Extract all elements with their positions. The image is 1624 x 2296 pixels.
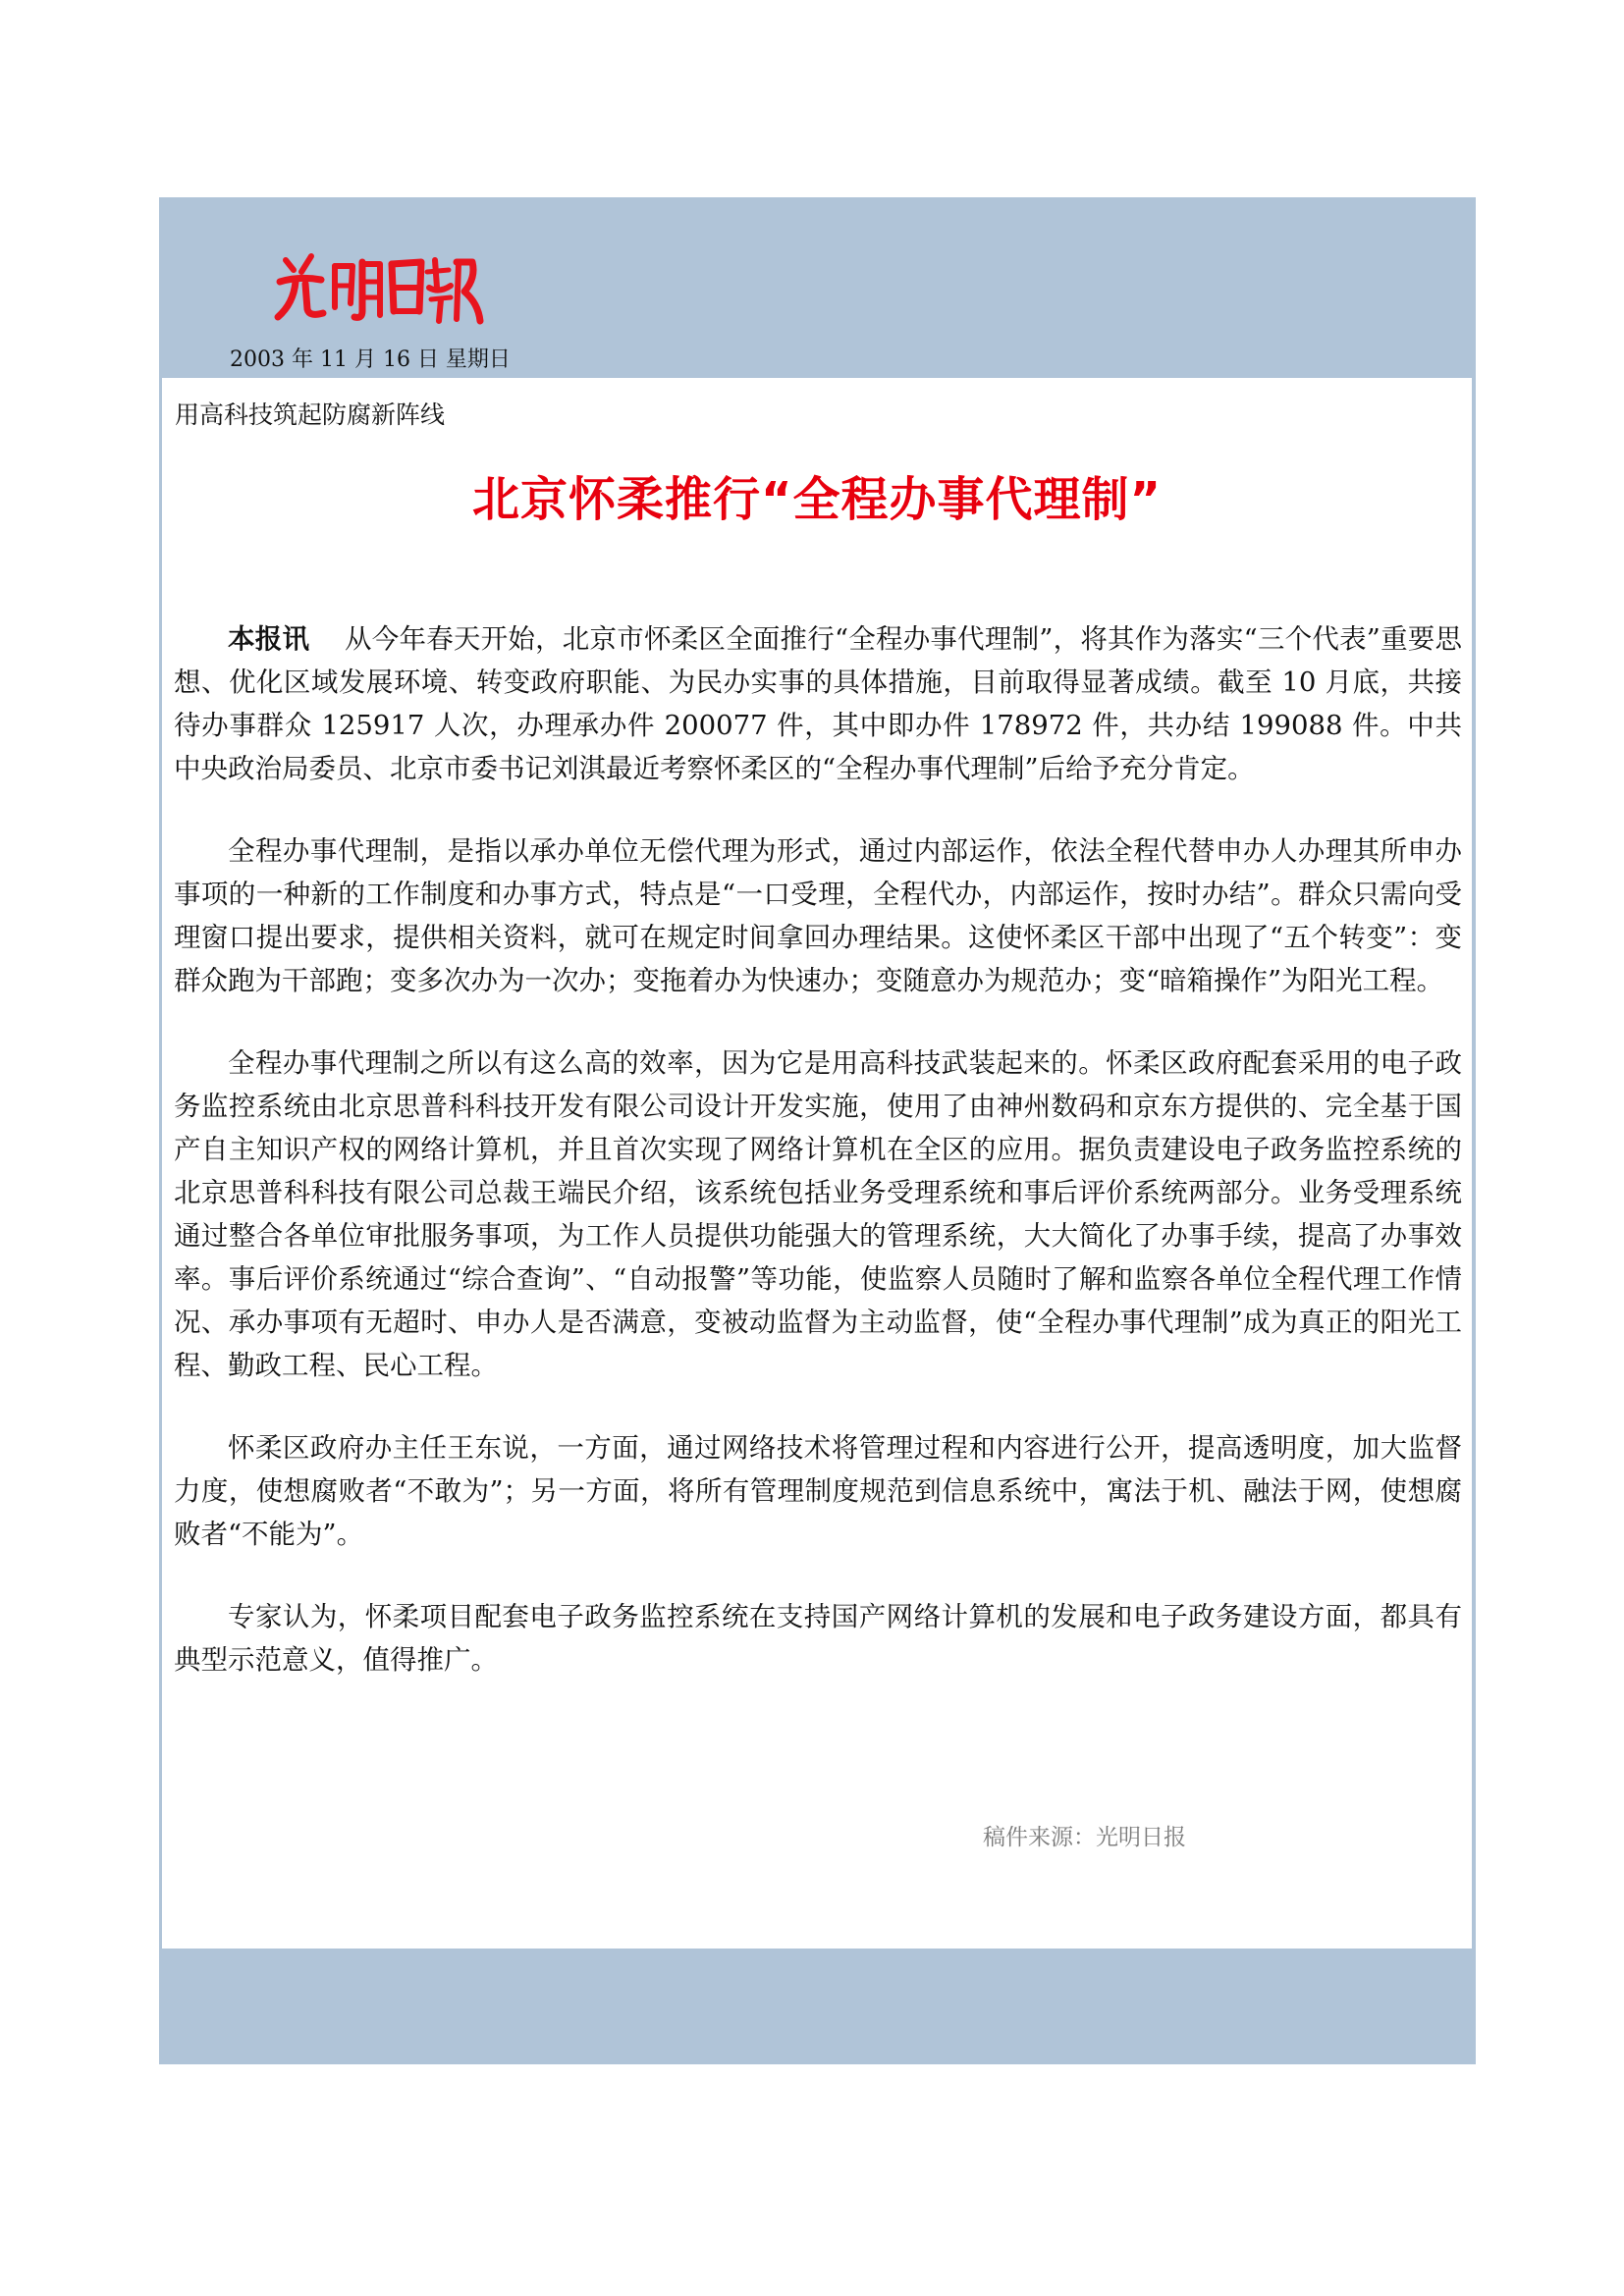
- article-kicker: 用高科技筑起防腐新阵线: [175, 400, 446, 429]
- article-source: 稿件来源：光明日报: [983, 1825, 1186, 1850]
- article-panel: [162, 378, 1472, 1949]
- masthead: [159, 197, 1476, 378]
- lead-paragraph: [174, 617, 1462, 790]
- newspaper-logo: [272, 248, 485, 329]
- body-paragraph: 全程办事代理制之所以有这么高的效率，因为它是用高科技武装起来的。怀柔区政府配套采用的电子政务监控系统由北京思普科科技开发有限公司设计开发实施，使用了由神州数码和京东方提供的、完全基于国产自主知识产权的网络计算机，并且首次实现了网络计算机在全区的应用。据负责建设电子政务监控系统的北京思普科科技有限公司总裁王端民介绍，该系统包括业务受理系统和事后评价系统两部分。业务受理系统通过整合各单位审批服务事项，为工作人员提供功能强大的管理系统，大大简化了办事手续，提高了办事效率。事后评价系统通过“综合查询”、“自动报警”等功能，使监察人员随时了解和监察各单位全程代理工作情况、承办事项有无超时、申办人是否满意，变被动监督为主动监督，使“全程办事代理制”成为真正的阳光工程、勤政工程、民心工程。: [174, 1047, 1462, 1381]
- article-body: [174, 617, 1462, 1721]
- body-paragraph: 全程办事代理制，是指以承办单位无偿代理为形式，通过内部运作，依法全程代替申办人办理其所申办事项的一种新的工作制度和办事方式，特点是“一口受理，全程代办，内部运作，按时办结”。群众只需向受理窗口提出要求，提供相关资料，就可在规定时间拿回办理结果。这使怀柔区干部中出现了“五个转变”：变群众跑为干部跑；变多次办为一次办；变拖着办为快速办；变随意办为规范办；变“暗箱操作”为阳光工程。: [174, 835, 1462, 996]
- calligraphy-logo-icon: [272, 248, 485, 329]
- body-paragraph: 专家认为，怀柔项目配套电子政务监控系统在支持国产网络计算机的发展和电子政务建设方面，都具有典型示范意义，值得推广。: [174, 1601, 1462, 1676]
- page-frame: [159, 197, 1476, 2064]
- article-title: 北京怀柔推行“全程办事代理制”: [471, 472, 1163, 527]
- issue-date: 2003 年 11 月 16 日 星期日: [230, 347, 511, 372]
- body-paragraph: 怀柔区政府办主任王东说，一方面，通过网络技术将管理过程和内容进行公开，提高透明度，加大监督力度，使想腐败者“不敢为”；另一方面，将所有管理制度规范到信息系统中，寓法于机、融法于网，使想腐败者“不能为”。: [174, 1432, 1462, 1550]
- lead-label: 本报讯: [228, 623, 310, 655]
- lead-text: 从今年春天开始，北京市怀柔区全面推行“全程办事代理制”，将其作为落实“三个代表”重要思想、优化区域发展环境、转变政府职能、为民办实事的具体措施，目前取得显著成绩。截至 10 月底，共接待办事群众 125917 人次，办理承办件 200077 件，其中即办件 178972 件，共办结 199088 件。中共中央政治局委员、北京市委书记刘淇最近考察怀柔区的“全程办事代理制”后给予充分肯定。: [174, 623, 1463, 784]
